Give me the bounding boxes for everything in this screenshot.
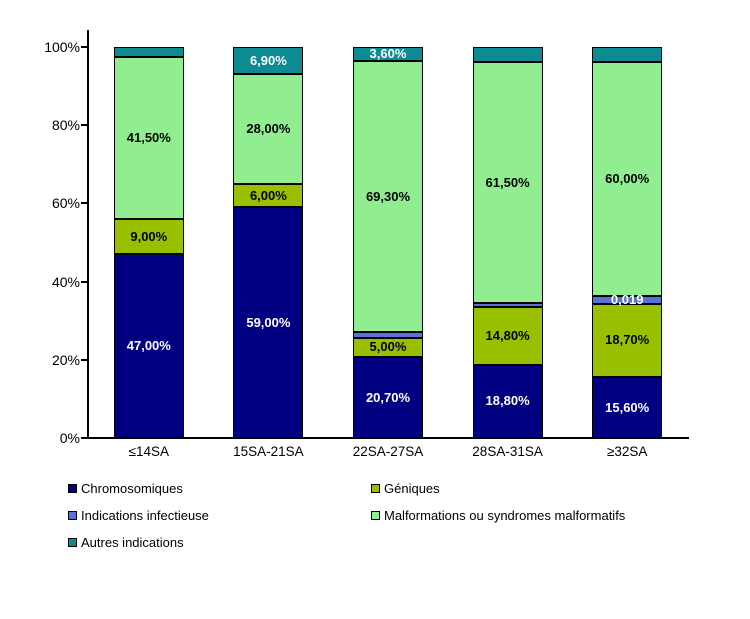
- y-tick-label: 80%: [51, 117, 80, 134]
- segment-label: 60,00%: [605, 171, 650, 187]
- legend-label: Indications infectieuse: [81, 507, 209, 523]
- y-tick-label: 0%: [59, 430, 80, 446]
- segment-label: 14,80%: [485, 327, 530, 343]
- bar-slot-≤14SA: [89, 47, 209, 438]
- bar-slot-28SA-31SA: [448, 47, 568, 438]
- plot-area: [89, 47, 687, 438]
- bar-slot-22SA-27SA: [328, 47, 448, 438]
- legend-swatch-icon: [371, 484, 380, 493]
- bar-segment: [353, 61, 423, 332]
- segment-label: 15,60%: [605, 399, 650, 415]
- bar-segment: [233, 74, 303, 183]
- bar-segment: [592, 304, 662, 377]
- y-axis-tick: [81, 124, 87, 126]
- segment-label: 18,70%: [605, 332, 650, 348]
- chart-legend: [68, 479, 625, 551]
- bar-segment: [233, 207, 303, 438]
- segment-label: 3,60%: [369, 46, 407, 62]
- category-label: ≥32SA: [606, 444, 648, 459]
- stacked-bar: [473, 47, 543, 438]
- bar-segment: [353, 357, 423, 438]
- bar-segment: [114, 47, 184, 57]
- y-tick-label: 40%: [51, 273, 80, 290]
- bar-segment: [114, 57, 184, 219]
- bar-segment: [473, 47, 543, 62]
- segment-label: 6,00%: [249, 187, 287, 203]
- bar-segment: [473, 303, 543, 307]
- legend-swatch-icon: [68, 538, 77, 547]
- legend-item: [371, 506, 625, 524]
- bar-slot-15SA-21SA: [209, 47, 329, 438]
- legend-label: Autres indications: [81, 534, 184, 550]
- bar-segment: [114, 219, 184, 254]
- segment-label: 20,70%: [365, 389, 411, 405]
- segment-label: 69,30%: [365, 188, 411, 204]
- bar-segment: [592, 47, 662, 62]
- stacked-bar: [114, 47, 184, 438]
- bar-segment: [473, 307, 543, 365]
- legend-swatch-icon: [68, 484, 77, 493]
- y-axis-tick: [81, 437, 87, 439]
- bar-segment: [592, 377, 662, 438]
- bar-segment: [592, 62, 662, 297]
- y-tick-label: 60%: [51, 195, 80, 212]
- segment-label: 41,50%: [126, 129, 171, 145]
- bar-segment: [233, 47, 303, 74]
- y-axis-tick: [81, 281, 87, 283]
- category-label: 15SA-21SA: [233, 444, 304, 459]
- legend-item: [68, 506, 371, 524]
- segment-label: 18,80%: [485, 393, 530, 409]
- category-label: 28SA-31SA: [472, 444, 543, 459]
- legend-label: Géniques: [384, 480, 440, 496]
- segment-label: 9,00%: [130, 228, 168, 244]
- y-axis-tick: [81, 202, 87, 204]
- stacked-bar: [353, 47, 423, 438]
- x-axis-labels: [89, 444, 687, 459]
- legend-item: [68, 533, 371, 551]
- segment-label: 59,00%: [246, 314, 291, 330]
- y-tick-label: 20%: [51, 351, 80, 368]
- bar-segment: [114, 254, 184, 438]
- category-label: 22SA-27SA: [352, 444, 424, 459]
- y-axis-tick: [81, 46, 87, 48]
- legend-item: [371, 479, 625, 497]
- bar-segment: [353, 338, 423, 358]
- bar-segment: [473, 365, 543, 439]
- segment-label: 61,50%: [485, 174, 530, 190]
- legend-label: Chromosomiques: [81, 480, 183, 496]
- bar-segment: [592, 292, 662, 308]
- stacked-bar: [233, 47, 303, 438]
- segment-label: 0,019: [610, 292, 644, 308]
- legend-swatch-icon: [371, 511, 380, 520]
- legend-item: [68, 479, 371, 497]
- legend-swatch-icon: [68, 511, 77, 520]
- category-label: ≤14SA: [128, 444, 170, 459]
- stacked-bar: [592, 47, 662, 438]
- bar-segment: [233, 184, 303, 207]
- segment-label: 6,90%: [249, 52, 287, 68]
- y-axis-tick: [81, 359, 87, 361]
- bar-slot-≥32SA: [567, 47, 687, 438]
- segment-label: 47,00%: [126, 338, 171, 354]
- y-tick-label: 100%: [44, 39, 80, 55]
- bar-segment: [353, 332, 423, 337]
- segment-label: 5,00%: [369, 339, 407, 355]
- legend-label: Malformations ou syndromes malformatifs: [384, 507, 626, 523]
- segment-label: 28,00%: [246, 121, 291, 137]
- bar-segment: [353, 47, 423, 61]
- bar-segment: [473, 62, 543, 302]
